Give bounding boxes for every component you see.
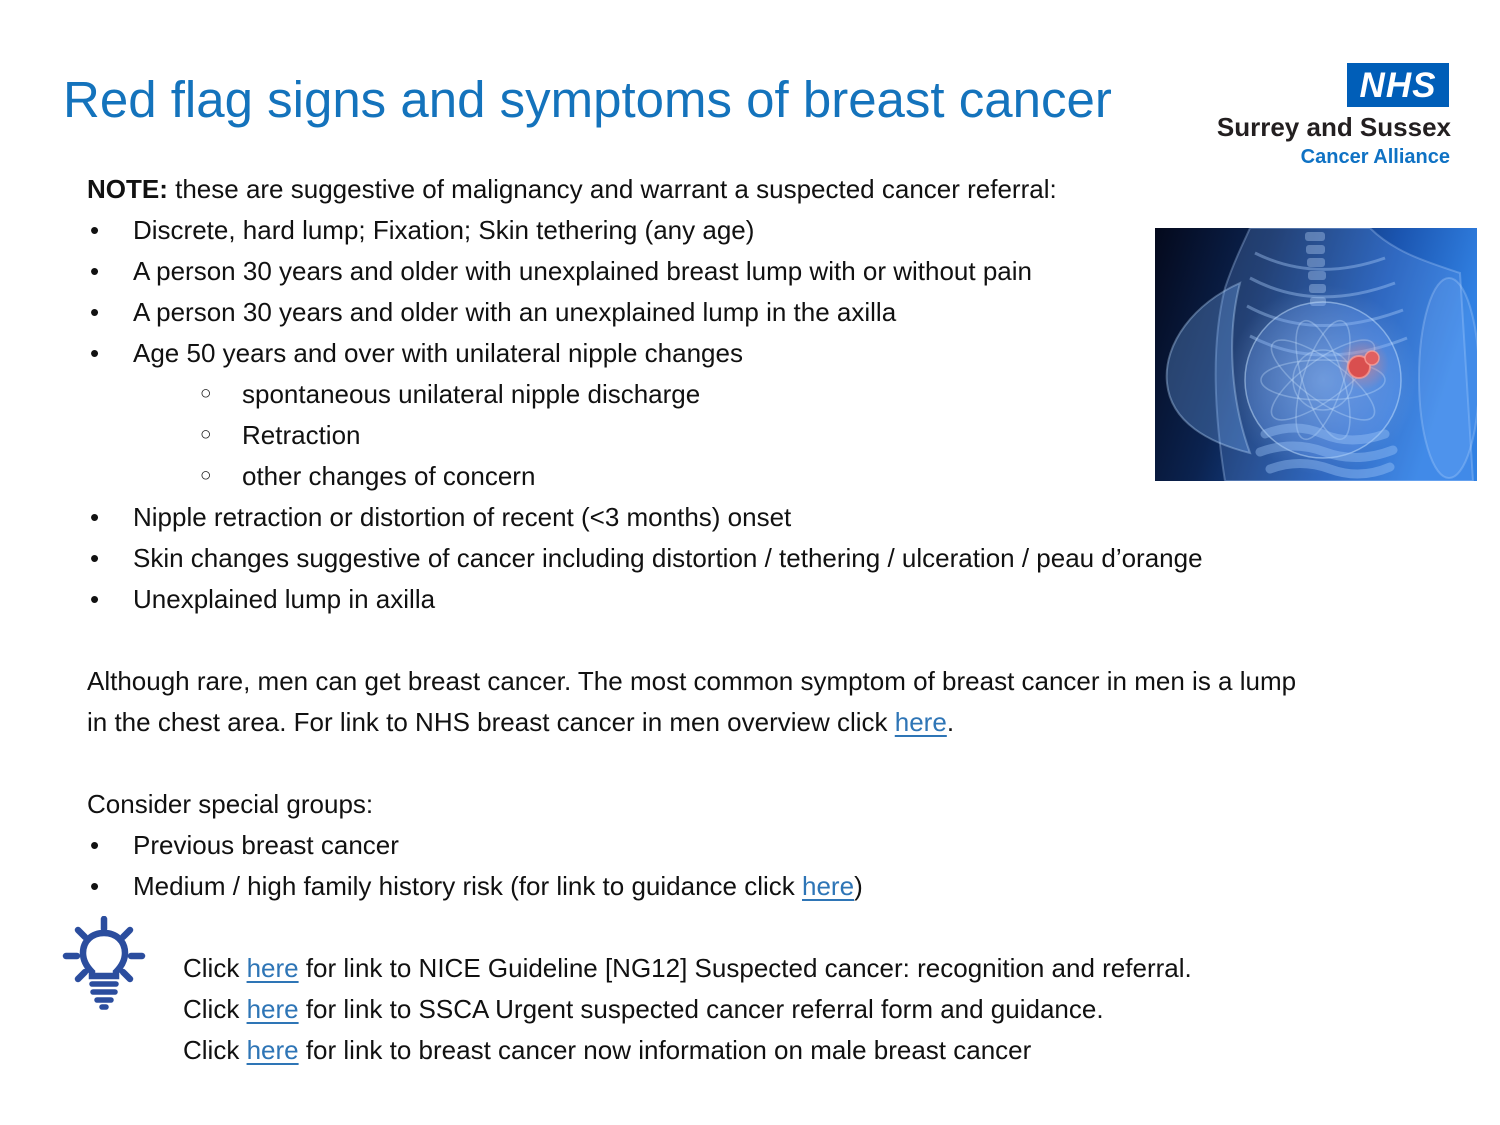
sub-bullet-marker: ○ — [200, 465, 212, 486]
bullet-marker: • — [90, 502, 100, 532]
bullet-text: Discrete, hard lump; Fixation; Skin tethering (any age) — [133, 215, 755, 245]
slide-body — [87, 169, 1477, 1071]
sub-bullet-marker: ○ — [200, 424, 212, 445]
men-paragraph-text: . — [946, 707, 955, 737]
logo-org-name: Surrey and Sussex — [1216, 112, 1451, 142]
bullet-item — [87, 292, 1477, 333]
bullet-item — [87, 538, 1477, 579]
bullet-text-part: Medium / high family history risk (for link to guidance click — [133, 871, 803, 901]
nice-guideline-link[interactable]: here — [246, 953, 299, 983]
sub-bullet-text: spontaneous unilateral nipple discharge — [242, 379, 701, 409]
sub-bullet-item — [87, 456, 1477, 497]
men-paragraph-line2 — [87, 702, 1477, 743]
page-title: Red flag signs and symptoms of breast cancer — [63, 71, 1112, 128]
bullet-text — [87, 871, 863, 901]
click-line-text: Click — [183, 953, 247, 983]
bullet-marker: • — [90, 215, 100, 245]
spacer — [87, 620, 1477, 661]
family-history-guidance-link[interactable]: here — [802, 871, 855, 901]
bullet-text: Age 50 years and over with unilateral nipple changes — [133, 338, 743, 368]
note-label: NOTE: — [87, 174, 168, 204]
bullet-marker: • — [90, 297, 100, 327]
bullet-item — [87, 579, 1477, 620]
men-paragraph-line1 — [87, 661, 1477, 702]
sub-bullet-item — [87, 374, 1477, 415]
bullet-item — [87, 210, 1477, 251]
note-text: these are suggestive of malignancy and warrant a suspected cancer referral: — [167, 174, 1057, 204]
nhs-logo-icon — [1347, 63, 1449, 107]
bullet-marker: • — [90, 871, 100, 901]
men-paragraph-text: Although rare, men can get breast cancer. The most common symptom of breast cancer in men is a lump — [87, 666, 1297, 696]
special-groups-heading-text: Consider special groups: — [87, 789, 374, 819]
bullet-marker: • — [90, 584, 100, 614]
bullet-item — [87, 825, 1477, 866]
bullet-text: A person 30 years and older with an unexplained lump in the axilla — [133, 297, 897, 327]
spacer — [87, 907, 1477, 948]
click-line-text: for link to breast cancer now information on male breast cancer — [298, 1035, 1032, 1065]
bullet-text: A person 30 years and older with unexplained breast lump with or without pain — [133, 256, 1032, 286]
bullet-text: Previous breast cancer — [133, 830, 399, 860]
men-paragraph-text: in the chest area. For link to NHS breast cancer in men overview click — [87, 707, 895, 737]
breast-cancer-now-link[interactable]: here — [246, 1035, 299, 1065]
click-line-text: for link to NICE Guideline [NG12] Suspected cancer: recognition and referral. — [298, 953, 1192, 983]
logo-alliance-name: Cancer Alliance — [1300, 146, 1450, 168]
bullet-text: Skin changes suggestive of cancer including distortion / tethering / ulceration / peau d’orange — [133, 543, 1203, 573]
nhs-breast-cancer-men-link[interactable]: here — [894, 707, 947, 737]
special-groups-heading — [87, 784, 1477, 825]
ssca-referral-form-link[interactable]: here — [246, 994, 299, 1024]
click-line — [87, 989, 1477, 1030]
bullet-text-part: ) — [854, 871, 863, 901]
bullet-item — [87, 497, 1477, 538]
note-line — [87, 169, 1477, 210]
click-line — [87, 1030, 1477, 1071]
bullet-item — [87, 866, 1477, 907]
bullet-item — [87, 333, 1477, 374]
bullet-marker: • — [90, 256, 100, 286]
sub-bullet-item — [87, 415, 1477, 456]
bullet-text: Nipple retraction or distortion of recent (<3 months) onset — [133, 502, 792, 532]
sub-bullet-text: other changes of concern — [242, 461, 536, 491]
sub-bullet-text: Retraction — [242, 420, 361, 450]
bullet-item — [87, 251, 1477, 292]
sub-bullet-marker: ○ — [200, 383, 212, 404]
nhs-logo-text: NHS — [1359, 65, 1437, 105]
bullet-marker: • — [90, 830, 100, 860]
click-line — [87, 948, 1477, 989]
bullet-marker: • — [90, 543, 100, 573]
bullet-text: Unexplained lump in axilla — [133, 584, 436, 614]
click-line-text: Click — [183, 1035, 247, 1065]
spacer — [87, 743, 1477, 784]
click-line-text: Click — [183, 994, 247, 1024]
bullet-marker: • — [90, 338, 100, 368]
click-line-text: for link to SSCA Urgent suspected cancer referral form and guidance. — [298, 994, 1104, 1024]
